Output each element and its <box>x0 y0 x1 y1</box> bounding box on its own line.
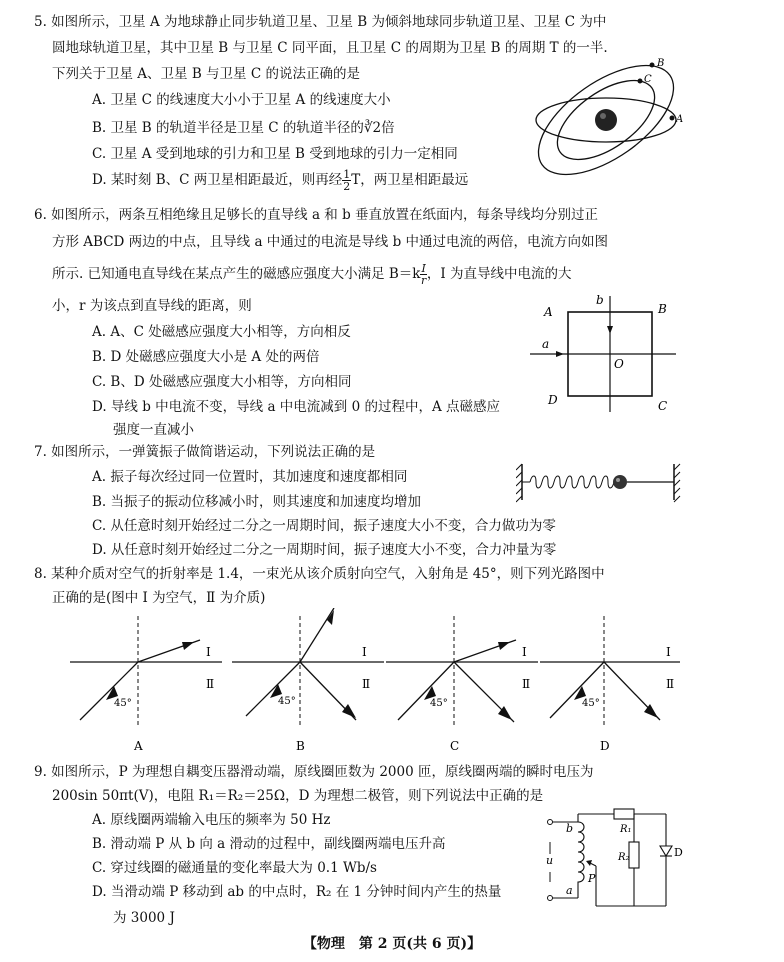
satellite-c-label: C <box>644 74 652 85</box>
q9-option-d-line1: D. 当滑动端 P 移动到 ab 的中点时，R₂ 在 1 分钟时间内产生的热量 <box>92 884 502 900</box>
q7-stem-line1: 7. 如图所示，一弹簧振子做简谐运动，下列说法正确的是 <box>34 444 376 460</box>
q5-fraction: $\frac{1}{2}$ <box>343 168 351 193</box>
resistor-r2-label: R₂ <box>618 852 630 863</box>
coil-end-a-label: a <box>566 884 573 897</box>
input-voltage-label: u <box>546 854 554 867</box>
coil-end-b-label: b <box>566 822 574 835</box>
wire-b-label: b <box>596 293 604 307</box>
autotransformer-circuit-diagram <box>540 802 690 912</box>
q6-stem-line3: 所示. 已知通电直导线在某点产生的磁感应强度大小满足 B＝k $\frac{I}{r}$ ，I 为直导线中电流的大 <box>52 262 572 287</box>
angle-label: 45° <box>430 698 448 709</box>
q9-option-c: C. 穿过线圈的磁通量的变化率最大为 0.1 Wb/s <box>92 860 377 876</box>
angle-label: 45° <box>278 696 296 707</box>
angle-label: 45° <box>582 698 600 709</box>
medium-1-label: Ⅰ <box>362 645 367 659</box>
slider-p-label: P <box>588 872 596 885</box>
q6-option-b: B. D 处磁感应强度大小是 A 处的两倍 <box>92 349 320 365</box>
q8-diagram-b <box>232 608 392 756</box>
q6-option-d-line1: D. 导线 b 中电流不变，导线 a 中电流减到 0 的过程中，A 点磁感应 <box>92 399 500 415</box>
q6-fraction: $\frac{I}{r}$ <box>421 262 427 287</box>
q9-stem-line1: 9. 如图所示，P 为理想自耦变压器滑动端，原线圈匝数为 2000 匝，原线圈两端的瞬时电压为 <box>34 764 594 780</box>
wire-a-label: a <box>542 337 550 351</box>
q6-stem-line1: 6. 如图所示，两条互相绝缘且足够长的直导线 a 和 b 垂直放置在纸面内，每条导线均分别过正 <box>34 207 599 223</box>
q7-option-b: B. 当振子的振动位移减小时，则其速度和加速度均增加 <box>92 494 422 510</box>
q5-option-c: C. 卫星 A 受到地球的引力和卫星 B 受到地球的引力一定相同 <box>92 146 458 162</box>
q7-option-c: C. 从任意时刻开始经过二分之一周期时间，振子速度大小不变，合力做功为零 <box>92 518 556 534</box>
medium-2-label: Ⅱ <box>362 677 371 691</box>
medium-1-label: Ⅰ <box>206 645 211 659</box>
corner-b-label: B <box>658 302 667 316</box>
corner-a-label: A <box>544 305 553 319</box>
q8-diagram-c <box>386 616 546 756</box>
medium-2-label: Ⅱ <box>666 677 675 691</box>
center-o-label: O <box>614 357 624 371</box>
q5-option-d: D. 某时刻 B、C 两卫星相距最近，则再经 $\frac{1}{2}$ T，两卫星相距最远 <box>92 168 469 193</box>
q6-option-a: A. A、C 处磁感应强度大小相等，方向相反 <box>92 324 351 340</box>
q9-option-a: A. 原线圈两端输入电压的频率为 50 Hz <box>92 812 331 828</box>
q6-stem-line4: 小，r 为该点到直导线的距离，则 <box>52 298 252 314</box>
corner-c-label: C <box>658 399 668 413</box>
q9-stem-line2: 200sin 50πt(V)，电阻 R₁＝R₂＝25Ω，D 为理想二极管，则下列说法中正确的是 <box>52 788 544 804</box>
q8-stem-line2: 正确的是(图中 Ⅰ 为空气，Ⅱ 为介质) <box>52 590 266 606</box>
satellite-orbit-diagram <box>532 54 692 189</box>
option-d-label: D <box>600 739 610 753</box>
q7-option-d: D. 从任意时刻开始经过二分之一周期时间，振子速度大小不变，合力冲量为零 <box>92 542 557 558</box>
satellite-b-label: B <box>657 58 665 69</box>
q6-option-d-line2: 强度一直减小 <box>113 422 194 438</box>
q5-option-a: A. 卫星 C 的线速度大小小于卫星 A 的线速度大小 <box>92 92 391 108</box>
q8-stem-line1: 8. 某种介质对空气的折射率是 1.4，一束光从该介质射向空气，入射角是 45°，则下列光路图中 <box>34 566 605 582</box>
option-a-label: A <box>134 739 143 753</box>
q8-diagram-d <box>540 616 700 756</box>
option-b-label: B <box>296 739 305 753</box>
medium-2-label: Ⅱ <box>522 677 531 691</box>
q8-diagram-a <box>70 616 230 756</box>
option-c-label: C <box>450 739 460 753</box>
spring-oscillator-diagram <box>516 458 686 504</box>
medium-1-label: Ⅰ <box>522 645 527 659</box>
resistor-r1-label: R₁ <box>620 824 632 835</box>
q5-option-b: B. 卫星 B 的轨道半径是卫星 C 的轨道半径的∛2倍 <box>92 120 395 136</box>
q9-option-d-line2: 为 3000 J <box>113 910 175 926</box>
corner-d-label: D <box>548 393 558 407</box>
medium-2-label: Ⅱ <box>206 677 215 691</box>
q9-option-b: B. 滑动端 P 从 b 向 a 滑动的过程中，副线圈两端电压升高 <box>92 836 446 852</box>
q5-stem-line2: 圆地球轨道卫星，其中卫星 B 与卫星 C 同平面，且卫星 C 的周期为卫星 B 的周期 T 的一半. <box>52 40 608 56</box>
page-footer: 【物理 第 2 页(共 6 页)】 <box>302 936 482 952</box>
wire-square-diagram <box>530 288 680 418</box>
q6-option-c: C. B、D 处磁感应强度大小相等，方向相同 <box>92 374 352 390</box>
q6-stem-line2: 方形 ABCD 两边的中点，且导线 a 中通过的电流是导线 b 中通过电流的两倍，电流方向如图 <box>52 234 609 250</box>
medium-1-label: Ⅰ <box>666 645 671 659</box>
q7-option-a: A. 振子每次经过同一位置时，其加速度和速度都相同 <box>92 469 408 485</box>
satellite-a-label: A <box>676 114 684 125</box>
q5-stem-line3: 下列关于卫星 A、卫星 B 与卫星 C 的说法正确的是 <box>52 66 360 82</box>
diode-label: D <box>674 846 683 859</box>
q5-stem-line1: 5. 如图所示，卫星 A 为地球静止同步轨道卫星、卫星 B 为倾斜地球同步轨道卫星、卫星 C 为中 <box>34 14 607 30</box>
angle-label: 45° <box>114 698 132 709</box>
